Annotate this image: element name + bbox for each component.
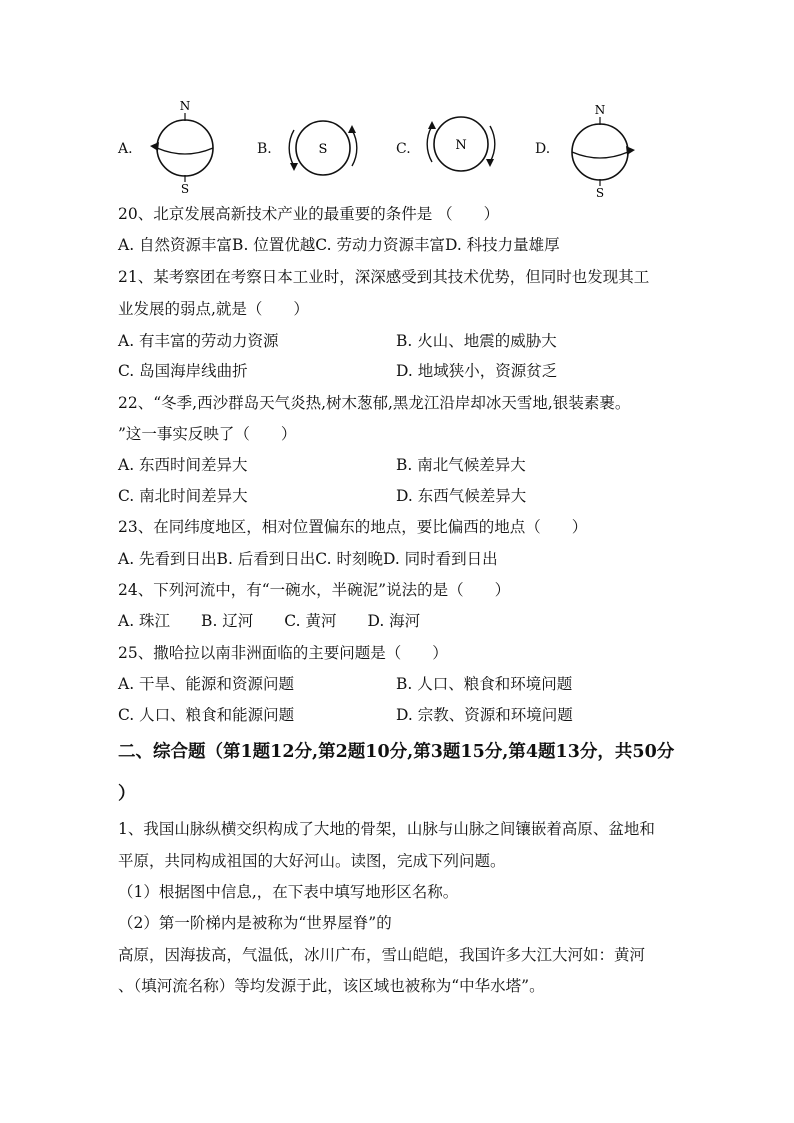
rotation-arrow-icon [626, 146, 635, 155]
question-23-stem: 23、在同纬度地区，相对位置偏东的地点，要比偏西的地点（ ） [118, 518, 588, 536]
question-20-options: A. 自然资源丰富B. 位置优越C. 劳动力资源丰富D. 科技力量雄厚 [118, 236, 560, 254]
question-25-option-c: C. 人口、粮食和能源问题 [118, 706, 295, 724]
question-24-options: A. 珠江 B. 辽河 C. 黄河 D. 海河 [118, 612, 421, 630]
question-21-stem-line1: 21、某考察团在考察日本工业时，深深感受到其技术优势，但同时也发现其工 [118, 268, 650, 286]
question-22-option-b: B. 南北气候差异大 [396, 456, 526, 474]
question-24-stem: 24、下列河流中，有“一碗水，半碗泥”说法的是（ ） [118, 581, 511, 599]
section-2-question-1-stem-line2: 平原，共同构成祖国的大好河山。读图，完成下列问题。 [118, 852, 506, 870]
north-pole-center-label: N [455, 138, 467, 153]
section-2-title: 二、综合题（第1题12分,第2题10分,第3题15分,第4题13分，共50分 [118, 742, 675, 762]
section-2-question-1-part-1: （1）根据图中信息,，在下表中填写地形区名称。 [118, 883, 459, 901]
rotation-arrow-icon [348, 125, 356, 133]
option-d-label: D. [535, 141, 551, 157]
question-20-stem: 20、北京发展高新技术产业的最重要的条件是 （ ） [118, 205, 500, 223]
section-2-question-1-part-2-line1: （2）第一阶梯内是被称为“世界屋脊”的 [118, 914, 392, 932]
option-a-label: A. [118, 141, 133, 157]
section-2-title-continuation: ） [118, 784, 136, 804]
rotation-diagram-options [0, 96, 794, 200]
question-21-stem-line2: 业发展的弱点,就是（ ） [118, 300, 309, 318]
question-22-option-c: C. 南北时间差异大 [118, 487, 248, 505]
section-2-question-1-stem-line1: 1、我国山脉纵横交织构成了大地的骨架，山脉与山脉之间镶嵌着高原、盆地和 [118, 820, 655, 838]
question-21-option-a: A. 有丰富的劳动力资源 [118, 332, 279, 350]
north-pole-label-d: N [594, 103, 606, 117]
south-pole-label-d: S [595, 186, 605, 200]
question-22-option-a: A. 东西时间差异大 [118, 456, 248, 474]
south-pole-center-label: S [318, 142, 328, 157]
question-25-stem: 25、撒哈拉以南非洲面临的主要问题是（ ） [118, 644, 448, 662]
question-22-stem-line1: 22、“冬季,西沙群岛天气炎热,树木葱郁,黑龙江沿岸却冰天雪地,银装素裹。 [118, 394, 631, 412]
rotation-arrow-icon [486, 159, 494, 167]
question-22-stem-line2: ”这一事实反映了（ ） [118, 425, 297, 443]
question-25-option-d: D. 宗教、资源和环境问题 [396, 706, 573, 724]
question-25-option-a: A. 干旱、能源和资源问题 [118, 675, 295, 693]
polar-view-b [280, 110, 366, 190]
question-21-option-b: B. 火山、地震的威胁大 [396, 332, 557, 350]
rotation-arrow-icon [150, 142, 159, 151]
question-23-options: A. 先看到日出B. 后看到日出C. 时刻晚D. 同时看到日出 [118, 550, 498, 568]
section-2-question-1-part-2-line3: 、（填河流名称）等均发源于此，该区域也被称为“中华水塔”。 [118, 977, 545, 995]
option-b-label: B. [257, 141, 272, 157]
question-21-option-c: C. 岛国海岸线曲折 [118, 362, 248, 380]
section-2-question-1-part-2-line2: 高原，因海拔高，气温低，冰川广布，雪山皑皑，我国许多大江大河如：黄河 [118, 946, 646, 964]
globe-side-view-d [555, 100, 645, 200]
option-c-label: C. [396, 141, 411, 157]
question-25-option-b: B. 人口、粮食和环境问题 [396, 675, 573, 693]
question-22-option-d: D. 东西气候差异大 [396, 487, 527, 505]
globe-side-view-a [140, 96, 230, 196]
polar-view-c [418, 108, 504, 188]
rotation-arrow-icon [428, 121, 436, 129]
south-pole-label-a: S [180, 182, 190, 196]
north-pole-label-a: N [179, 99, 191, 113]
question-21-option-d: D. 地域狭小，资源贫乏 [396, 362, 558, 380]
rotation-arrow-icon [290, 163, 298, 171]
